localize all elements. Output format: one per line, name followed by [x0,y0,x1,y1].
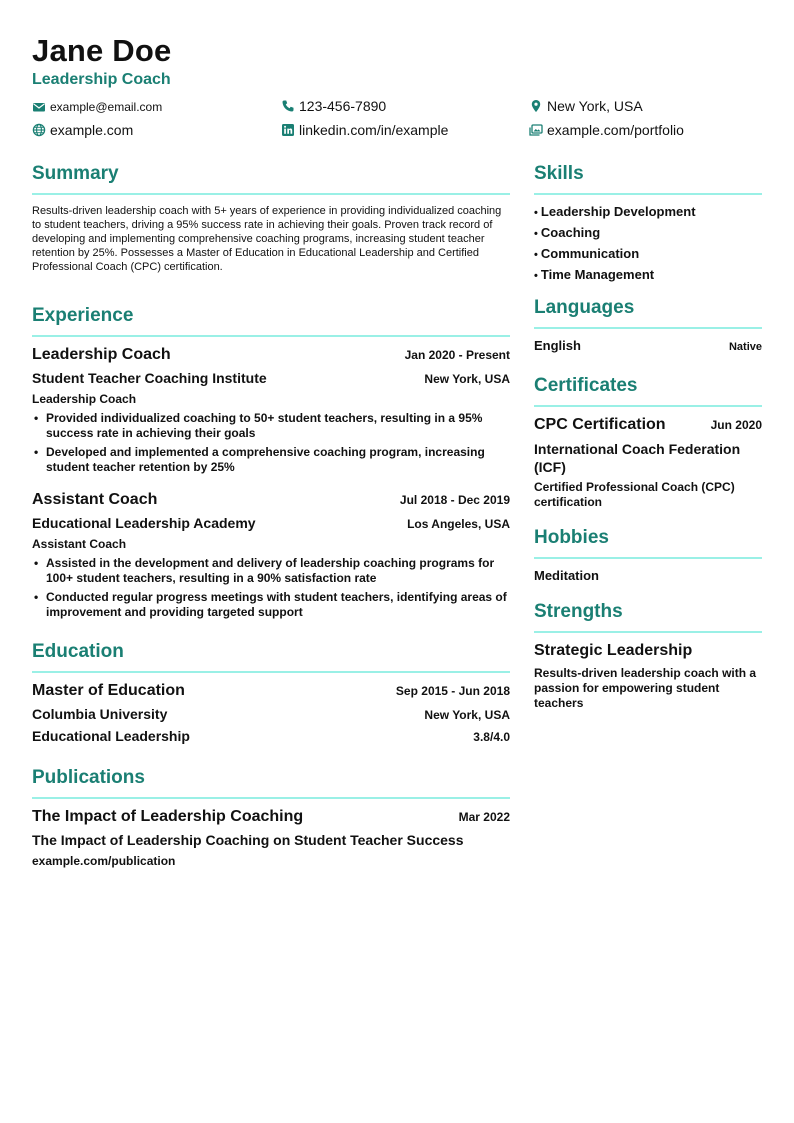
contact-email[interactable]: example@email.com [32,99,162,115]
experience-1-company-row [32,370,510,386]
experience-1-location: New York, USA [424,372,510,386]
section-heading-summary: Summary [32,163,119,184]
language-name: English [534,338,581,353]
section-divider [534,327,762,329]
education-field: Educational Leadership [32,728,190,744]
experience-1-bullets [32,411,510,479]
experience-1-header [32,346,510,364]
candidate-name: Jane Doe [32,33,172,68]
education-gpa: 3.8/4.0 [473,730,510,744]
publication-subtitle: The Impact of Leadership Coaching on Student Teacher Success [32,832,464,848]
phone-icon [281,99,295,113]
list-item: • Conducted regular progress meetings with student teachers, identifying areas of improvement and providing targeted support [32,590,510,620]
experience-2-dates: Jul 2018 - Dec 2019 [399,493,510,507]
publication-title: The Impact of Leadership Coaching [32,808,304,825]
education-field-row [32,728,510,744]
experience-2-company-row [32,515,510,531]
contact-website[interactable]: example.com [32,122,133,138]
list-item: • Assisted in the development and delivery of leadership coaching programs for 100+ student teachers, resulting in a 90% satisfaction rate [32,556,510,586]
section-heading-languages: Languages [534,297,635,318]
section-heading-hobbies: Hobbies [534,527,609,548]
contact-portfolio[interactable]: example.com/portfolio [529,122,684,138]
experience-1-subtitle: Leadership Coach [32,392,137,406]
list-item: • Provided individualized coaching to 50+ student teachers, resulting in a 95% success rate in achieving their goals [32,411,510,441]
summary-text: Results-driven leadership coach with 5+ years of experience in providing individualized coaching to student teachers, driving a 95% success rate in achieving their goals. Proven track record of developing and implementing comprehensive coaching programs, increasing student teacher retention by 25%. Possesses a Master of Education in Educational Leadership and Certified Professional Coach (CPC) certification. [32,205,502,273]
candidate-title: Leadership Coach [32,71,171,88]
section-divider [534,557,762,559]
list-item: • Time Management [534,265,762,286]
location-icon [529,99,543,113]
certificate-name: CPC Certification [534,416,666,433]
section-divider [32,335,510,337]
education-header [32,682,510,700]
list-item: • Communication [534,244,762,265]
skills-list [534,202,762,286]
certificate-issuer: International Coach Federation (ICF) [534,441,741,475]
section-divider [534,193,762,195]
experience-2-subtitle: Assistant Coach [32,537,127,551]
experience-2-bullets [32,556,510,624]
hobby-item: Meditation [534,568,599,583]
list-item: • Developed and implemented a comprehensive coaching program, increasing student teacher retention by 25% [32,445,510,475]
publication-header [32,808,510,826]
education-degree: Master of Education [32,682,185,699]
email-icon [32,100,46,114]
contact-location: New York, USA [529,98,643,114]
education-location: New York, USA [424,708,510,722]
publication-date: Mar 2022 [458,810,510,824]
section-heading-skills: Skills [534,163,584,184]
publication-link[interactable]: example.com/publication [32,854,176,868]
section-heading-experience: Experience [32,305,134,326]
education-school: Columbia University [32,706,168,722]
strength-description: Results-driven leadership coach with a passion for empowering student teachers [534,666,757,710]
section-divider [534,631,762,633]
list-item: • Leadership Development [534,202,762,223]
section-heading-publications: Publications [32,767,145,788]
list-item: • Coaching [534,223,762,244]
linkedin-icon [281,123,295,137]
experience-2-location: Los Angeles, USA [407,517,510,531]
certificate-header [534,416,762,434]
education-dates: Sep 2015 - Jun 2018 [395,684,510,698]
certificate-description: Certified Professional Coach (CPC) certification [534,480,735,509]
section-divider [32,797,510,799]
section-divider [534,405,762,407]
section-divider [32,671,510,673]
language-row [534,338,762,353]
experience-2-role: Assistant Coach [32,491,158,508]
contact-phone[interactable]: 123-456-7890 [281,98,386,114]
language-level: Native [728,341,762,353]
experience-1-role: Leadership Coach [32,346,171,363]
contact-linkedin[interactable]: linkedin.com/in/example [281,122,448,138]
certificate-date: Jun 2020 [710,418,762,432]
section-heading-education: Education [32,641,124,662]
section-heading-strengths: Strengths [534,601,623,622]
section-divider [32,193,510,195]
strength-title: Strategic Leadership [534,642,693,659]
experience-2-company: Educational Leadership Academy [32,515,256,531]
experience-2-header [32,491,510,509]
globe-icon [32,123,46,137]
portfolio-icon [529,123,543,137]
education-school-row [32,706,510,722]
section-heading-certificates: Certificates [534,375,638,396]
experience-1-company: Student Teacher Coaching Institute [32,370,267,386]
experience-1-dates: Jan 2020 - Present [404,348,510,362]
